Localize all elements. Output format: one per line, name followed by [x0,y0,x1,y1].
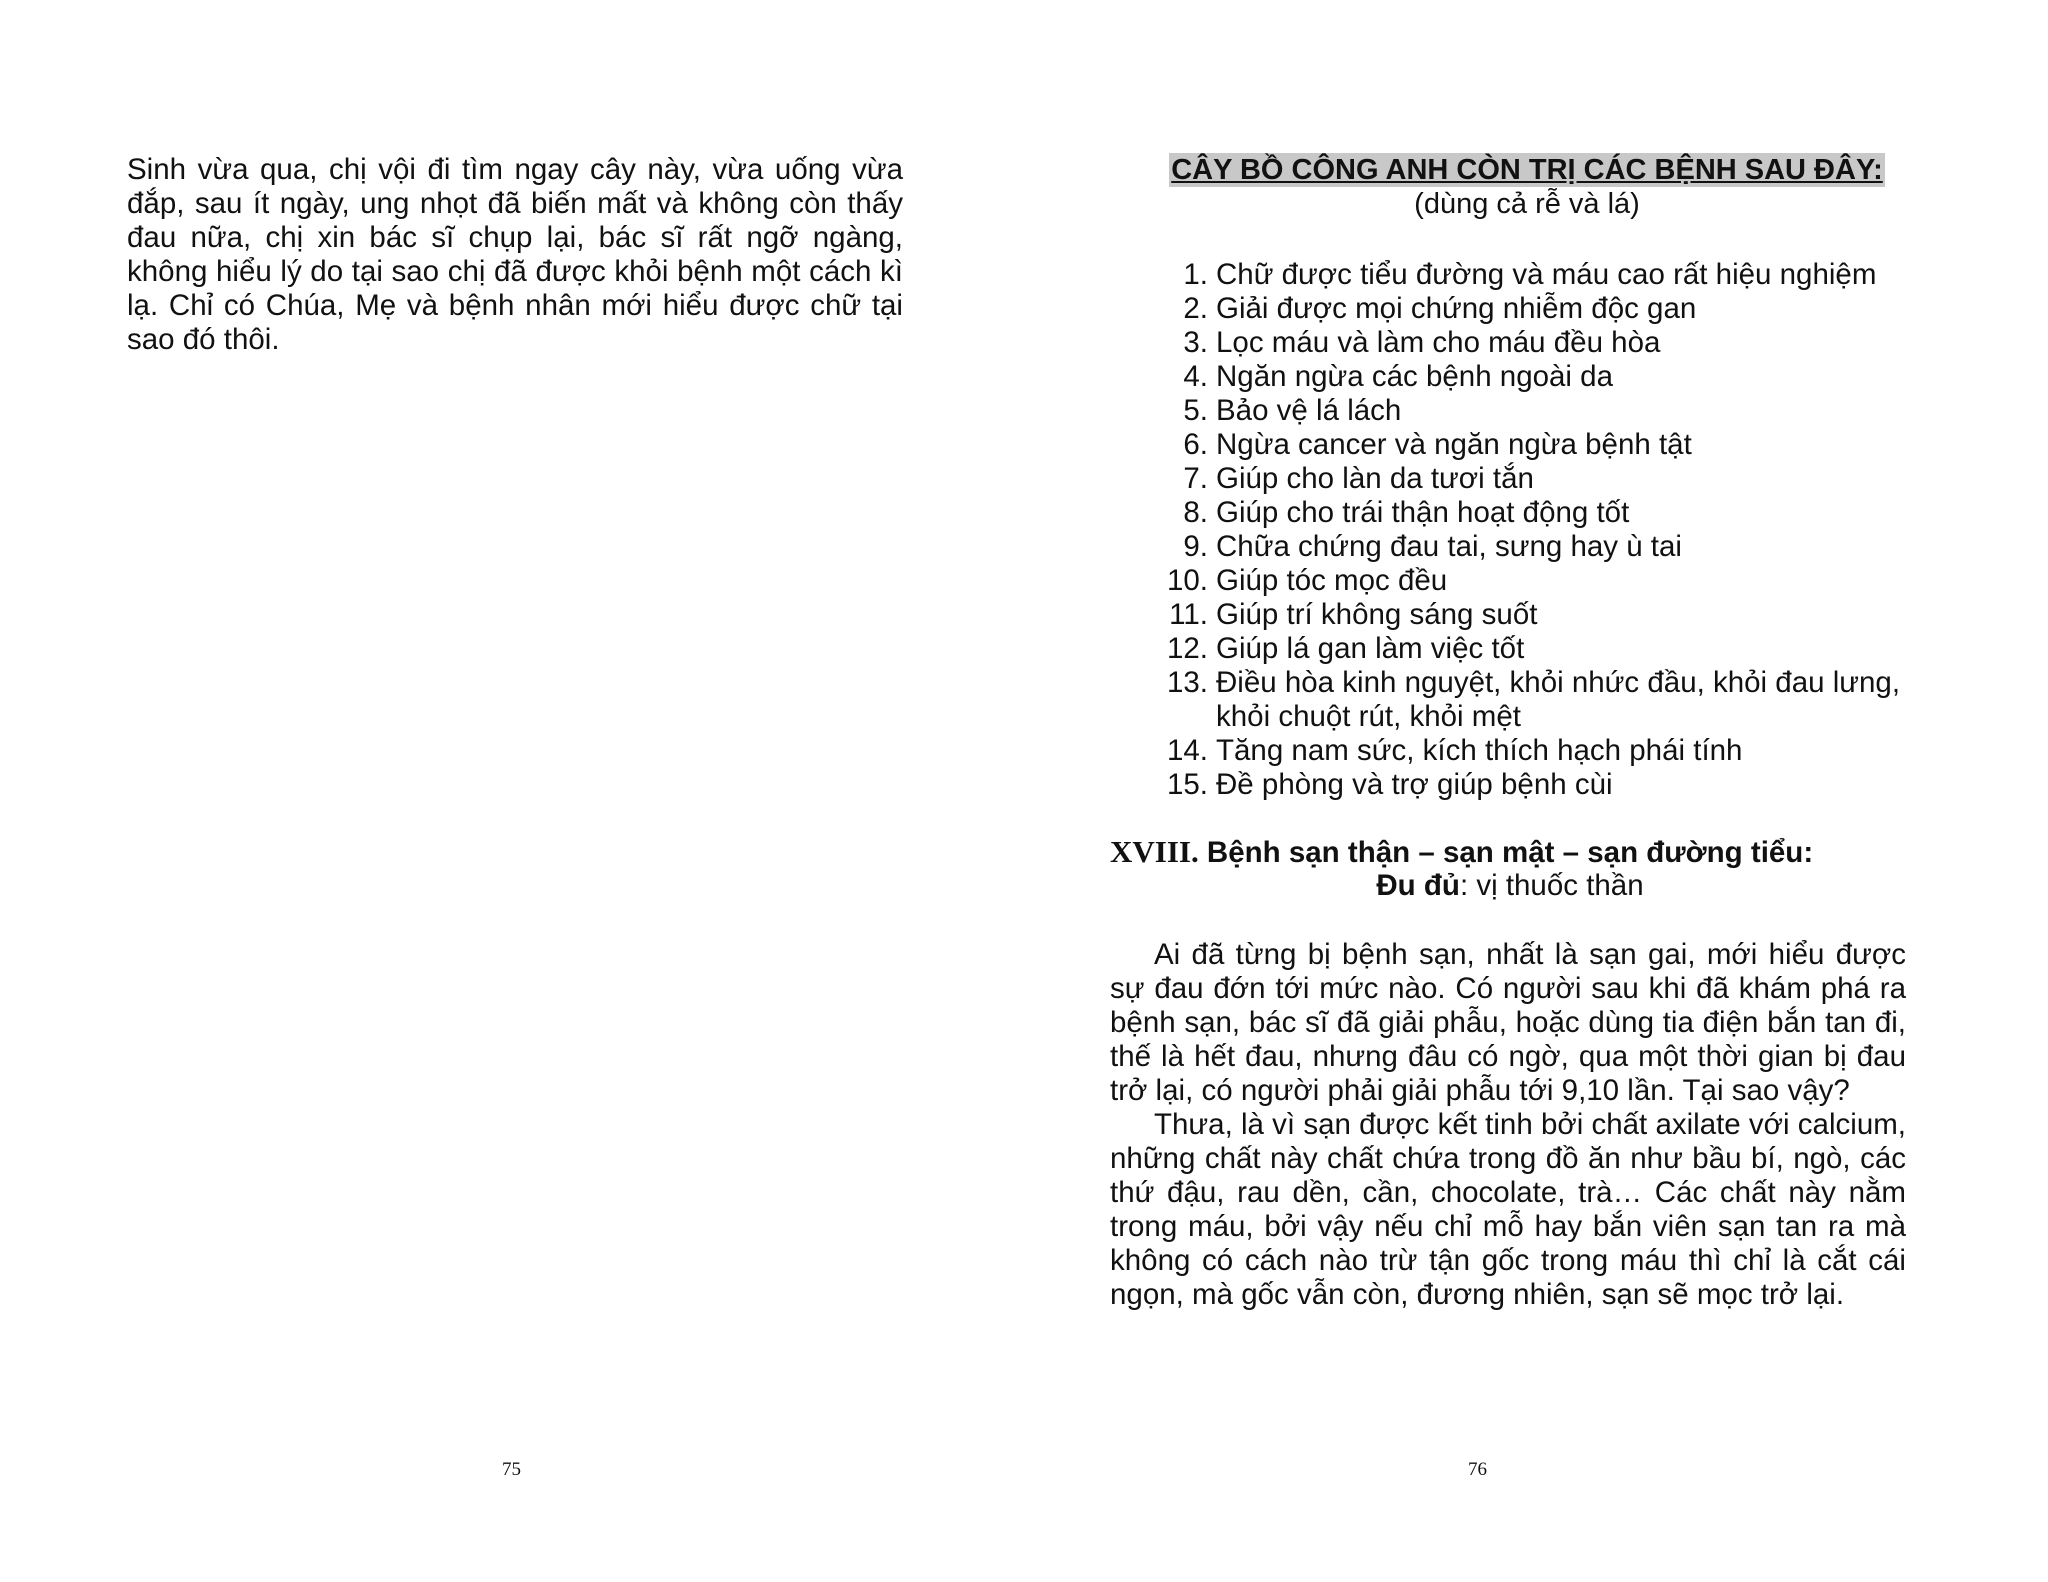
list-item-number: 3. [1183,326,1208,359]
heading-title: CÂY BỒ CÔNG ANH CÒN TRỊ CÁC BỆNH SAU ĐÂY: [1171,154,1883,186]
list-item [1146,428,1906,462]
list-item [1146,734,1906,768]
section-subtitle [1110,869,1910,903]
heading-subtitle: (dùng cả rễ và lá) [1414,188,1640,220]
list-item-text: Chữa chứng đau tai, sưng hay ù tai [1216,530,1682,563]
right-page-number: 76 [1468,1459,1487,1480]
list-item-text: Giúp lá gan làm việc tốt [1216,632,1525,665]
list-item-number: 8. [1183,496,1208,529]
list-item-number: 1. [1183,258,1208,291]
list-item-text: Ngừa cancer và ngăn ngừa bệnh tật [1216,428,1692,461]
right-page [1024,0,2048,1582]
list-item-number: 2. [1183,292,1208,325]
list-item-number: 6. [1183,428,1208,461]
list-item-text: Giúp cho trái thận hoạt động tốt [1216,496,1630,529]
body-paragraph: Thưa, là vì sạn được kết tinh bởi chất axilate với calcium, những chất này chất chứa trong đồ ăn như bầu bí, ngò, các thứ đậu, rau dền, cần, chocolate, trà… Các chất này nằm trong máu, bởi vậy nếu chỉ mỗ hay bắn viên sạn tan ra mà không có cách nào trừ tận gốc trong máu thì chỉ là cắt cái ngọn, mà gốc vẫn còn, đương nhiên, sạn sẽ mọc trở lại. [1110,1108,1906,1311]
left-page-number: 75 [502,1459,521,1480]
list-item [1146,326,1906,360]
list-item [1146,530,1906,564]
section-body [1110,938,1906,1312]
list-item [1146,462,1906,496]
list-item-text: Giúp cho làn da tươi tắn [1216,462,1534,495]
list-item [1146,360,1906,394]
list-item-number: 9. [1183,530,1208,563]
section-roman-numeral: XVIII. [1110,834,1199,869]
left-page-paragraph: Sinh vừa qua, chị vội đi tìm ngay cây này, vừa uống vừa đắp, sau ít ngày, ung nhọt đã biến mất và không còn thấy đau nữa, chị xin bác sĩ chụp lại, bác sĩ rất ngỡ ngàng, không hiểu lý do tại sao chị đã được khỏi bệnh một cách kì lạ. Chỉ có Chúa, Mẹ và bệnh nhân mới hiểu được chữ tại sao đó thôi. [127,153,903,356]
list-item [1146,258,1906,292]
section-title [1110,835,1910,870]
list-item-text: Giúp tóc mọc đều [1216,564,1448,597]
list-item [1146,768,1906,802]
list-item [1146,666,1906,734]
benefit-list [1146,258,1906,802]
list-item-text: Đề phòng và trợ giúp bệnh cùi [1216,768,1613,801]
section-title-text: Bệnh sạn thận – sạn mật – sạn đường tiểu: [1206,836,1814,869]
list-item-number: 15. [1166,768,1208,801]
list-item-text: Giúp trí không sáng suốt [1216,598,1538,631]
list-item-text: Lọc máu và làm cho máu đều hòa [1216,326,1661,359]
list-item-number: 14. [1166,734,1208,767]
list-item [1146,564,1906,598]
list-item-number: 11. [1169,598,1208,631]
list-item [1146,598,1906,632]
list-item-text: Tăng nam sức, kích thích hạch phái tính [1216,734,1743,767]
list-item-text: Chữ được tiểu đường và máu cao rất hiệu nghiệm [1216,258,1877,291]
list-item-text: Điều hòa kinh nguyệt, khỏi nhức đầu, khỏi đau lưng, khỏi chuột rút, khỏi mệt [1216,666,1901,733]
list-item-number: 7. [1183,462,1208,495]
list-item-number: 10. [1166,564,1208,597]
list-item-number: 5. [1183,394,1208,427]
list-item [1146,292,1906,326]
list-item [1146,496,1906,530]
list-item-text: Bảo vệ lá lách [1216,394,1402,427]
list-item [1146,394,1906,428]
list-item-text: Giải được mọi chứng nhiễm độc gan [1216,292,1697,325]
list-item [1146,632,1906,666]
list-item-number: 12. [1166,632,1208,665]
body-paragraph: Ai đã từng bị bệnh sạn, nhất là sạn gai, mới hiểu được sự đau đớn tới mức nào. Có người sau khi đã khám phá ra bệnh sạn, bác sĩ đã giải phẫu, hoặc dùng tia điện bắn tan đi, thế là hết đau, nhưng đâu có ngờ, qua một thời gian bị đau trở lại, có người phải giải phẫu tới 9,10 lần. Tại sao vậy? [1110,938,1906,1107]
list-item-number: 4. [1183,360,1208,393]
remedy-name: Đu đủ [1376,869,1460,902]
remedy-description: : vị thuốc thần [1459,869,1644,902]
dandelion-heading [1147,153,1907,221]
list-item-text: Ngăn ngừa các bệnh ngoài da [1216,360,1613,393]
list-item-number: 13. [1166,666,1208,699]
